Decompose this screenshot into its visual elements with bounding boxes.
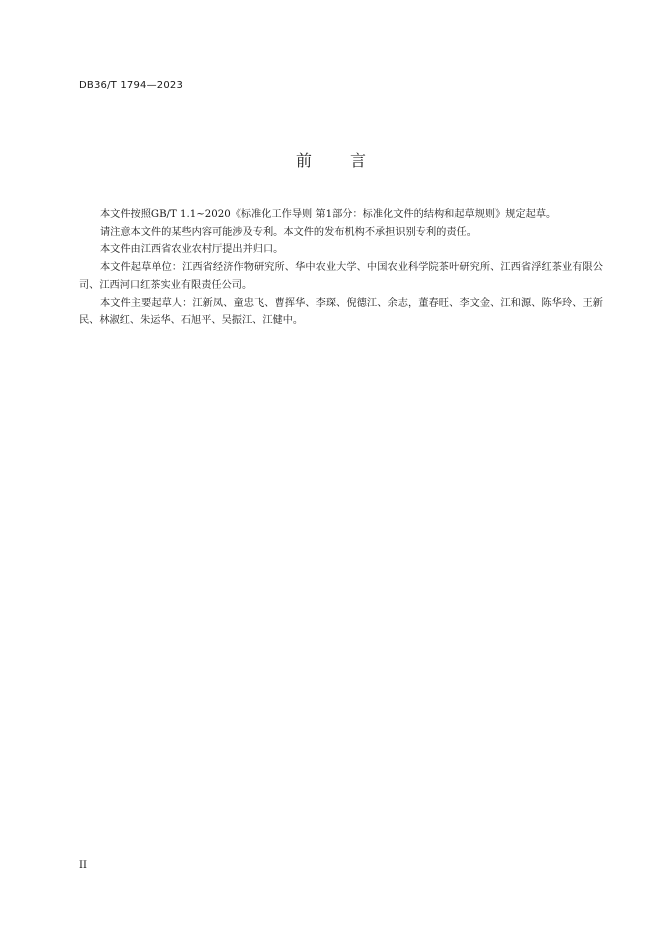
foreword-body <box>79 206 603 330</box>
paragraph-proposer: 本文件由江西省农业农村厅提出并归口。 <box>100 244 284 256</box>
paragraph-drafting-units: 本文件起草单位：江西省经济作物研究所、华中农业大学、中国农业科学院茶叶研究所、江西省浮红茶业有限公司、江西河口红茶实业有限责任公司。 <box>79 262 603 291</box>
title-char-1: 前 <box>295 151 312 170</box>
document-code: DB36/T 1794—2023 <box>79 80 184 91</box>
paragraph-drafters: 本文件主要起草人：江新凤、童忠飞、曹挥华、李琛、倪德江、余志，董春旺、李文金、江和源、陈华玲、王新民、林淑红、朱运华、石旭平、吴振江、江健中。 <box>79 297 603 327</box>
paragraph-drafting-basis: 本文件按照GB/T 1.1~2020《标准化工作导则 第1部分：标准化文件的结构和起草规则》规定起草。 <box>100 209 557 220</box>
title-char-2: 言 <box>350 151 367 170</box>
page-title <box>0 148 662 171</box>
page-number: II <box>79 860 87 871</box>
paragraph-patent-notice: 请注意本文件的某些内容可能涉及专利。本文件的发布机构不承担识别专利的责任。 <box>100 226 477 238</box>
